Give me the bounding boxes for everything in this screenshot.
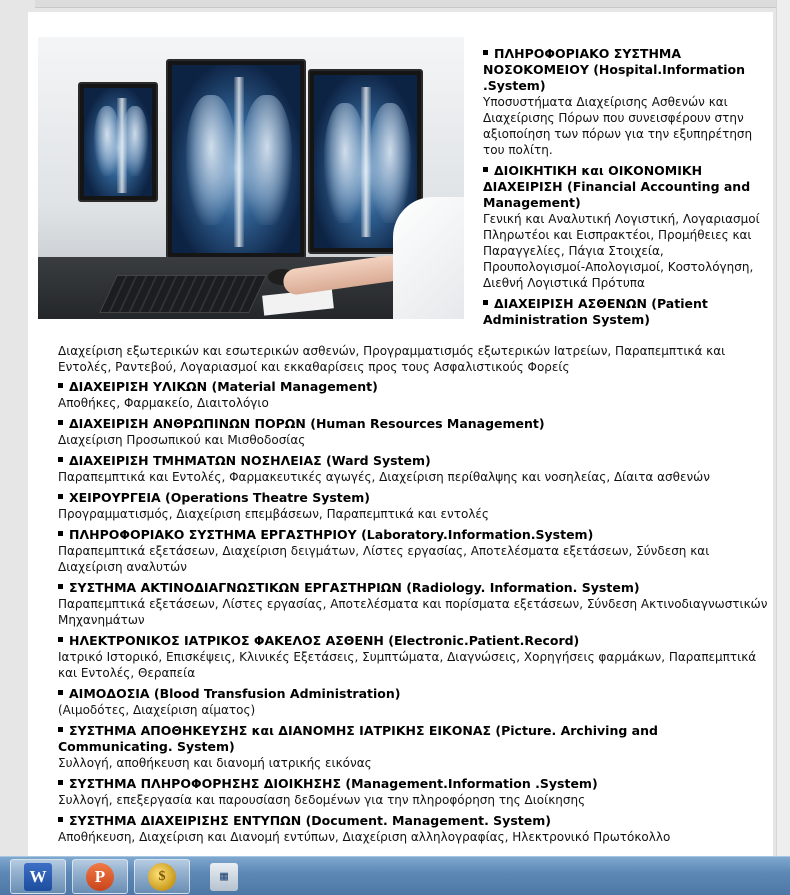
section-title: ΧΕΙΡΟΥΡΓΕΙΑ (Operations Theatre System): [58, 490, 770, 506]
section-financial: [483, 163, 765, 291]
section-description: Διαχείριση Προσωπικού και Μισθοδοσίας: [58, 433, 306, 447]
full-section-list: [58, 379, 770, 850]
section-description: Υποσυστήματα Διαχείρισης Ασθενών και Διαχείρισης Πόρων που συνεισφέρουν στην αξιοποίηση των πόρων για την εξυπηρέτηση του πολίτη.: [483, 95, 753, 157]
taskbar: [0, 856, 790, 895]
section-description: Παραπεμπτικά εξετάσεων, Λίστες εργασίας, Αποτελέσματα και πορίσματα εξετάσεων, Σύνδεση Ακτινοδιαγνωστικών Μηχανημάτων: [58, 597, 768, 627]
section-epr: [58, 633, 770, 681]
bullet-icon: [58, 457, 63, 462]
section-description: Συλλογή, αποθήκευση και διανομή ιατρικής εικόνας: [58, 756, 372, 770]
section-title: ΔΙΑΧΕΙΡΙΣΗ ΑΣΘΕΝΩΝ (Patient Administration System): [483, 296, 708, 327]
content-page: [28, 12, 773, 856]
center-monitor: [166, 59, 306, 259]
section-title: ΔΙΟΙΚΗΤΙΚΗ και ΟΙΚΟΝΟΜΙΚΗ ΔΙΑΧΕΙΡΙΣΗ (Financial Accounting and Management): [483, 163, 751, 210]
top-frame-bar: [35, 0, 777, 8]
bullet-icon: [58, 584, 63, 589]
section-operations: [58, 490, 770, 522]
taskbar-powerpoint-button[interactable]: [72, 859, 128, 894]
bullet-icon: [58, 780, 63, 785]
patient-admin-description-block: [58, 343, 770, 375]
bullet-icon: [483, 50, 488, 55]
xray-monitors-photo: [38, 37, 464, 319]
section-blood: [58, 686, 770, 718]
section-title: ΔΙΑΧΕΙΡΙΣΗ ΑΝΘΡΩΠΙΝΩΝ ΠΟΡΩΝ (Human Resources Management): [58, 416, 770, 432]
section-description: Διαχείριση εξωτερικών και εσωτερικών ασθενών, Προγραμματισμός εξωτερικών Ιατρείων, Παραπεμπτικά και Εντολές, Ραντεβού, Λογαριασμοί και εκκαθαρίσεις προς τους Ασφαλιστικούς Φορείς: [58, 344, 726, 374]
section-title: ΣΥΣΤΗΜΑ ΑΠΟΘΗΚΕΥΣΗΣ και ΔΙΑΝΟΜΗΣ ΙΑΤΡΙΚΗΣ ΕΙΚΟΝΑΣ (Picture. Archiving and Communicating. System): [58, 723, 658, 754]
side-section-list: [483, 46, 765, 333]
taskbar-word-button[interactable]: [10, 859, 66, 894]
taskbar-coins-button[interactable]: [134, 859, 190, 894]
section-description: Ιατρικό Ιστορικό, Επισκέψεις, Κλινικές Εξετάσεις, Συμπτώματα, Διαγνώσεις, Χορηγήσεις φαρμάκων, Παραπεμπτικά και Εντολές, Θεραπεία: [58, 650, 757, 680]
section-title: ΠΛΗΡΟΦΟΡΙΑΚΟ ΣΥΣΤΗΜΑ ΝΟΣΟΚΟΜΕΙΟΥ (Hospital.Information .System): [483, 46, 746, 93]
section-title: ΣΥΣΤΗΜΑ ΠΛΗΡΟΦΟΡΗΣΗΣ ΔΙΟΙΚΗΣΗΣ (Management.Information .System): [58, 776, 770, 792]
coins-icon: $: [148, 863, 176, 891]
section-title: ΣΥΣΤΗΜΑ ΑΚΤΙΝΟΔΙΑΓΝΩΣΤΙΚΩΝ ΕΡΓΑΣΤΗΡΙΩΝ (Radiology. Information. System): [58, 580, 770, 596]
bullet-icon: [58, 420, 63, 425]
taskbar-calculator-button[interactable]: [196, 859, 252, 894]
word-icon: W: [24, 863, 52, 891]
section-material: [58, 379, 770, 411]
calculator-icon: ▦: [210, 863, 238, 891]
section-description: Παραπεμπτικά και Εντολές, Φαρμακευτικές αγωγές, Διαχείριση περίθαλψης και νοσηλείας, Δίαιτα ασθενών: [58, 470, 710, 484]
bullet-icon: [58, 383, 63, 388]
section-description: Αποθήκευση, Διαχείριση και Διανομή εντύπων, Διαχείριση αλληλογραφίας, Ηλεκτρονικό Πρωτόκολλο: [58, 830, 671, 844]
bullet-icon: [58, 494, 63, 499]
section-title: ΑΙΜΟΔΟΣΙΑ (Blood Transfusion Administration): [58, 686, 770, 702]
section-title: ΗΛΕΚΤΡΟΝΙΚΟΣ ΙΑΤΡΙΚΟΣ ΦΑΚΕΛΟΣ ΑΣΘΕΝΗ (Electronic.Patient.Record): [58, 633, 770, 649]
section-mis: [58, 776, 770, 808]
section-description: Γενική και Αναλυτική Λογιστική, Λογαριασμοί Πληρωτέοι και Εισπρακτέοι, Προμήθειες και Παραγγελίες, Πάγια Στοιχεία, Προυπολογισμοί-Απολογισμοί, Κοστολόγηση, Διεθνή Λογιστικά Πρότυπα: [483, 212, 760, 290]
bullet-icon: [58, 637, 63, 642]
bullet-icon: [58, 531, 63, 536]
section-title: ΠΛΗΡΟΦΟΡΙΑΚΟ ΣΥΣΤΗΜΑ ΕΡΓΑΣΤΗΡΙΟΥ (Laboratory.Information.System): [58, 527, 770, 543]
section-title: ΣΥΣΤΗΜΑ ΔΙΑΧΕΙΡΙΣΗΣ ΕΝΤΥΠΩΝ (Document. Management. System): [58, 813, 770, 829]
section-his: [483, 46, 765, 158]
section-description: Παραπεμπτικά εξετάσεων, Διαχείριση δειγμάτων, Λίστες εργασίας, Αποτελέσματα εξετάσεων, Σύνδεση και Διαχείριση αναλυτών: [58, 544, 710, 574]
section-radiology: [58, 580, 770, 628]
vertical-scrollbar[interactable]: [776, 0, 790, 856]
bullet-icon: [58, 817, 63, 822]
keyboard: [99, 275, 267, 313]
doctor-sleeve: [393, 197, 464, 319]
bullet-icon: [58, 690, 63, 695]
section-description: Προγραμματισμός, Διαχείριση επεμβάσεων, Παραπεμπτικά και εντολές: [58, 507, 489, 521]
section-title: ΔΙΑΧΕΙΡΙΣΗ ΥΛΙΚΩΝ (Material Management): [58, 379, 770, 395]
section-description: Αποθήκες, Φαρμακείο, Διαιτολόγιο: [58, 396, 269, 410]
section-title: ΔΙΑΧΕΙΡΙΣΗ ΤΜΗΜΑΤΩΝ ΝΟΣΗΛΕΙΑΣ (Ward System): [58, 453, 770, 469]
powerpoint-icon: P: [86, 863, 114, 891]
bullet-icon: [483, 167, 488, 172]
left-monitor: [78, 82, 158, 202]
section-lab: [58, 527, 770, 575]
section-ward: [58, 453, 770, 485]
section-description: Συλλογή, επεξεργασία και παρουσίαση δεδομένων για την πληροφόρηση της Διοίκησης: [58, 793, 586, 807]
section-description: (Αιμοδότες, Διαχείριση αίματος): [58, 703, 256, 717]
bullet-icon: [58, 727, 63, 732]
section-dms: [58, 813, 770, 845]
section-patient-admin: [483, 296, 765, 328]
bullet-icon: [483, 300, 488, 305]
section-hr: [58, 416, 770, 448]
section-pacs: [58, 723, 770, 771]
